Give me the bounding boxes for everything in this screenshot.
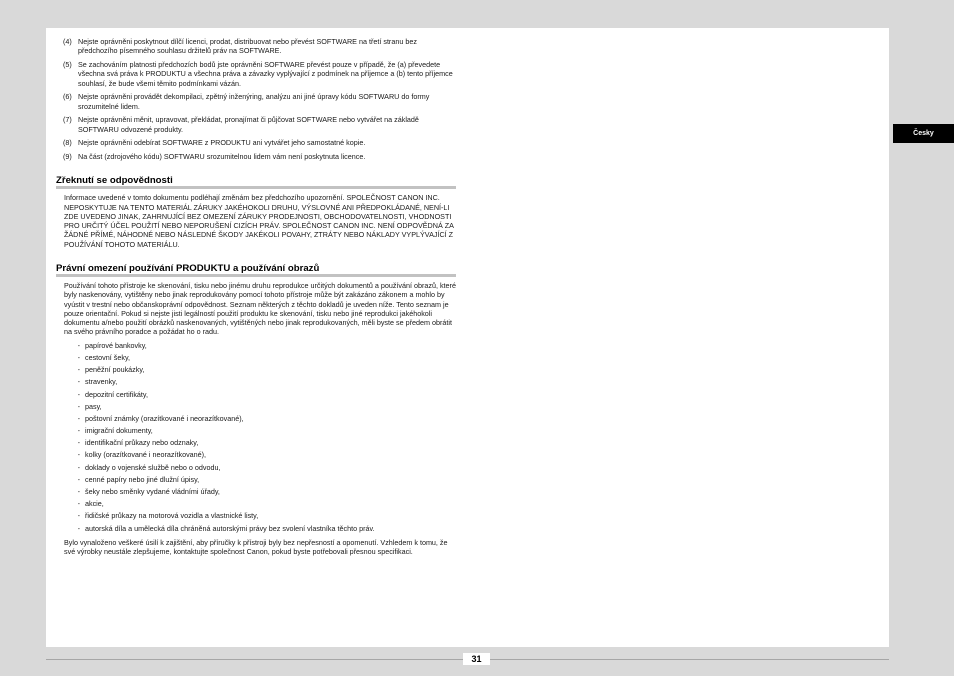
language-tab[interactable]: Česky xyxy=(893,124,954,143)
list-item xyxy=(56,37,456,56)
closing-text: Bylo vynaloženo veškeré úsilí k zajištění, aby příručky k přístroji byly bez nepřesností a opomenutí. Vzhledem k tomu, že své výrobky neustále zlepšujeme, kontaktujte společnost Canon, pokud byste potřebovali přesnou specifikaci. xyxy=(64,537,448,557)
legal-intro-text: Používání tohoto přístroje ke skenování, tisku nebo jinému druhu reprodukce určitých dokumentů a používání obrazů, které byly naskenovány, vytištěny nebo jinak reprodukovány pomocí tohoto přístroje může být zakázáno zákonem a mohlo by vyústit v trestní nebo občanskoprávní odpovědnost. Seznam některých z těchto dokladů je uveden níže. Tento seznam je pouze orientační. Pokud si nejste jisti legálností použití produktu ke skenování, tisku nebo jiné reprodukci jakéhokoli dokumentu a/nebo použití obrázků naskenovaných, vytištěných nebo jinak reprodukovaných, měli byste se předem obrátit na svého právního poradce a požádat ho o radu. xyxy=(64,281,456,337)
document-page xyxy=(46,28,889,647)
page-number: 31 xyxy=(463,653,490,665)
page-content xyxy=(56,37,456,556)
list-item: ▪ doklady o vojenské službě nebo o odvodu, xyxy=(56,463,456,475)
list-item: ▪ peněžní poukázky, xyxy=(56,365,456,377)
legal-restrictions-heading: Právní omezení používání PRODUKTU a používání obrazů xyxy=(56,263,456,277)
list-item: ▪ řidičské průkazy na motorová vozidla a vlastnické listy, xyxy=(56,511,456,523)
item-number: (9) xyxy=(63,151,72,161)
list-item: ▪ imigrační dokumenty, xyxy=(56,426,456,438)
item-number: (6) xyxy=(63,92,72,102)
list-item: ▪ pasy, xyxy=(56,402,456,414)
list-item xyxy=(56,138,456,147)
item-number: (5) xyxy=(63,59,72,69)
item-number: (4) xyxy=(63,37,72,46)
disclaimer-text: Informace uvedené v tomto dokumentu podléhají změnám bez předchozího upozornění. SPOLEČNOST CANON INC. NEPOSKYTUJE NA TENTO MATERIÁL ZÁRUKY JAKÉHOKOLI DRUHU, VÝSLOVNÉ ANI PŘEDPOKLÁDANÉ, NENÍ-LI ZDE UVEDENO JINAK, ZAHRNUJÍCÍ BEZ OMEZENÍ ZÁRUKY PRODEJNOSTI, OBCHODOVATELNOSTI, VHODNOSTI PRO URČITÝ ÚČEL POUŽITÍ NEBO NEPORUŠENÍ CIZÍCH PRÁV. SPOLEČNOST CANON INC. NENÍ ODPOVĚDNÁ ZA ŽÁDNÉ PŘÍMÉ, NÁHODNÉ NEBO NÁSLEDNÉ ŠKODY JAKÉKOLI POVAHY, ZTRÁTY NEBO NÁKLADY VYPLÝVAJÍCÍ Z POUŽÍVÁNÍ TOHOTO MATERIÁLU. xyxy=(64,193,454,249)
list-item xyxy=(56,152,456,161)
restricted-documents-list xyxy=(56,341,456,536)
item-number: (7) xyxy=(63,115,72,125)
item-text: Na část (zdrojového kódu) SOFTWARU srozumitelnou lidem vám není poskytnuta licence. xyxy=(78,151,366,161)
disclaimer-heading: Zřeknutí se odpovědnosti xyxy=(56,175,456,189)
list-item: ▪ šeky nebo směnky vydané vládními úřady, xyxy=(56,487,456,499)
list-item xyxy=(56,92,456,111)
license-restrictions-list xyxy=(56,37,456,161)
item-text: Nejste oprávněni poskytnout dílčí licenci, prodat, distribuovat nebo převést SOFTWARE na třetí stranu bez předchozího písemného souhlasu držitelů práv na SOFTWARE. xyxy=(78,37,417,56)
list-item xyxy=(56,115,456,134)
list-item: ▪ kolky (orazítkované i neorazítkované), xyxy=(56,450,456,462)
item-text: Se zachováním platnosti předchozích bodů jste oprávněni SOFTWARE převést pouze v případě, že (a) převedete všechna svá práva k PRODUKTU a všechna práva a závazky vyplývající z podmínek na příjemce a (b) tento příjemce souhlasí, že bude všemi těmito podmínkami vázán. xyxy=(78,59,453,88)
list-item: ▪ akcie, xyxy=(56,499,456,511)
list-item: ▪ papírové bankovky, xyxy=(56,341,456,353)
item-text: Nejste oprávněni provádět dekompilaci, zpětný inženýring, analýzu ani jiné úpravy kódu SOFTWARU do formy srozumitelné lidem. xyxy=(78,92,430,111)
list-item: ▪ autorská díla a umělecká díla chráněná autorskými právy bez svolení vlastníka těchto práv. xyxy=(56,524,456,536)
item-text: Nejste oprávněni měnit, upravovat, překládat, pronajímat či půjčovat SOFTWARE nebo vytvářet na základě SOFTWARU odvozené produkty. xyxy=(78,115,419,134)
list-item: ▪ poštovní známky (orazítkované i neorazítkované), xyxy=(56,414,456,426)
list-item: ▪ depozitní certifikáty, xyxy=(56,390,456,402)
list-item: ▪ stravenky, xyxy=(56,377,456,389)
item-number: (8) xyxy=(63,138,72,148)
list-item: ▪ identifikační průkazy nebo odznaky, xyxy=(56,438,456,450)
item-text: Nejste oprávněni odebírat SOFTWARE z PRODUKTU ani vytvářet jeho samostatné kopie. xyxy=(78,138,366,148)
list-item xyxy=(56,60,456,88)
list-item: ▪ cenné papíry nebo jiné dlužní úpisy, xyxy=(56,475,456,487)
list-item: ▪ cestovní šeky, xyxy=(56,353,456,365)
